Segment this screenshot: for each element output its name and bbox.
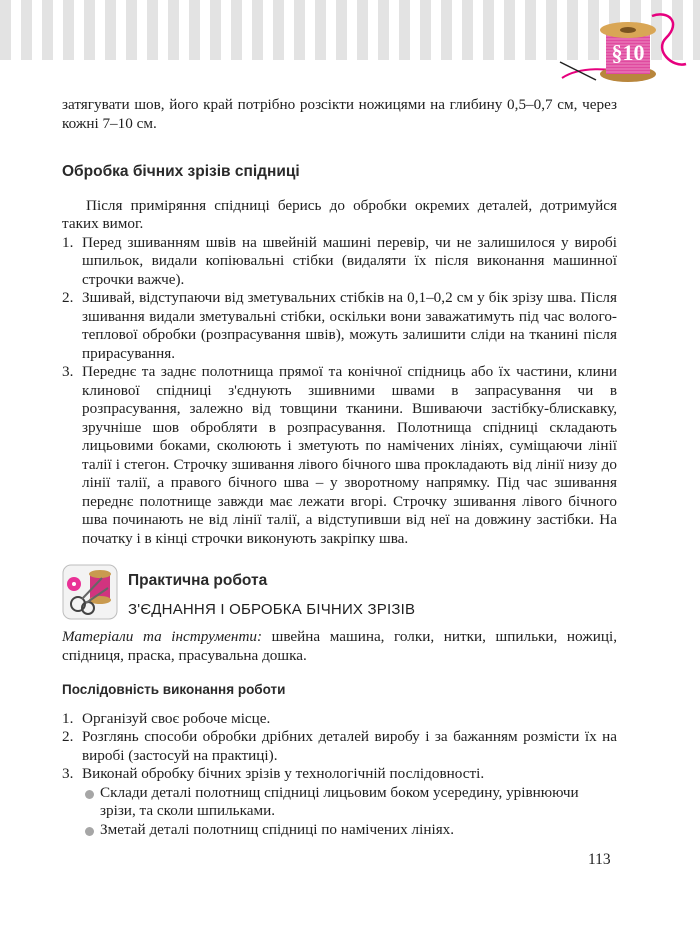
item-text: Склади деталі полотнищ спідниці лицьовим боком усередину, урівнюючи зрізи, та сколи шпильками. [100, 783, 579, 819]
bullet-icon [85, 827, 94, 836]
list-item [62, 821, 617, 840]
item-number: 3. [62, 363, 74, 380]
page-content [62, 96, 617, 839]
sequence-heading: Послідовність виконання роботи [62, 682, 286, 697]
item-number: 2. [62, 289, 74, 306]
steps-list [62, 710, 617, 784]
list-item [62, 289, 617, 363]
practical-work-header [62, 564, 617, 628]
materials-paragraph [62, 628, 617, 665]
item-number: 2. [62, 728, 74, 745]
list-item [62, 765, 617, 784]
list-item [62, 363, 617, 548]
section-intro: Після приміряння спідниці берись до обробки окремих деталей, дотримуйся таких вимог. [62, 196, 617, 232]
item-number: 1. [62, 709, 74, 727]
list-item [62, 234, 617, 290]
list-item [62, 710, 617, 729]
section-heading: Обробка бічних зрізів спідниці [62, 163, 300, 180]
thread-spool-icon [540, 8, 690, 88]
sub-steps-list [62, 784, 617, 840]
item-text: Виконай обробку бічних зрізів у технологічній послідовності. [82, 765, 485, 782]
section-label: §10 [611, 40, 645, 65]
materials-label: Матеріали та інструменти: [62, 628, 263, 645]
list-item [62, 728, 617, 765]
item-number: 1. [62, 233, 74, 251]
item-text: Зметай деталі полотнищ спідниці по намічених лініях. [100, 820, 455, 838]
item-text: Переднє та заднє полотнища прямої та конічної спідниць або їх частини, клини клинової спідниці з'єднують зшивними швами в запрасування чи в розпрасування, залежно від товщини тканини. Вшиваючи застібку-блискавку, зручніше шов обробляти в розпрасування. Полотнища спідниці складають лицьовими боками, сколюють і зметують по намічених лініях, суміщаючи лінії талії і стегон. Строчку зшивання лівого бічного шва прокладають від лінії низу до лінії талії, а правого бічного шва – у зворотному напрямку. Під час зшивання переднє полотнище завжди має лежати вгорі. Строчку зшивання лівого бічного шва починають не від лінії талії, а відступивши від неї на довжину застібки. На початку і в кінці строчки виконують закріпку шва. [82, 363, 617, 547]
practical-work-icon [62, 564, 118, 620]
practical-work-subtitle: З'ЄДНАННЯ І ОБРОБКА БІЧНИХ ЗРІЗІВ [128, 601, 416, 618]
list-item [62, 784, 617, 821]
materials-text: швейна машина, голки, нитки, шпильки, ножиці, спідниця, праска, прасувальна дошка. [62, 628, 617, 664]
page-number: 113 [588, 851, 611, 868]
item-number: 3. [62, 765, 74, 782]
intro-paragraph: затягувати шов, його край потрібно розсікти ножицями на глибину 0,5–0,7 см, через кожні 7–10 см. [62, 96, 617, 132]
requirements-list [62, 234, 617, 549]
bullet-icon [85, 790, 94, 799]
item-text: Розглянь способи обробки дрібних деталей виробу і за бажанням розмісти їх на виробі (застосуй на практиці). [82, 728, 617, 764]
practical-work-title: Практична робота [128, 572, 268, 589]
item-text: Зшивай, відступаючи від зметувальних стібків на 0,1–0,2 см у бік зрізу шва. Після зшивання видали зметувальні стібки, оскільки вони заважатимуть під час волого-теплової обробки (розпрасування швів), можуть залишити сліди на тканині після прирасування. [82, 289, 617, 362]
item-text: Перед зшиванням швів на швейній машині перевір, чи не залишилося у виробі шпильок, видали копіювальні стібки (видаляти їх після виконання машинної строчки важче). [82, 233, 617, 288]
item-text: Організуй своє робоче місце. [82, 709, 271, 727]
